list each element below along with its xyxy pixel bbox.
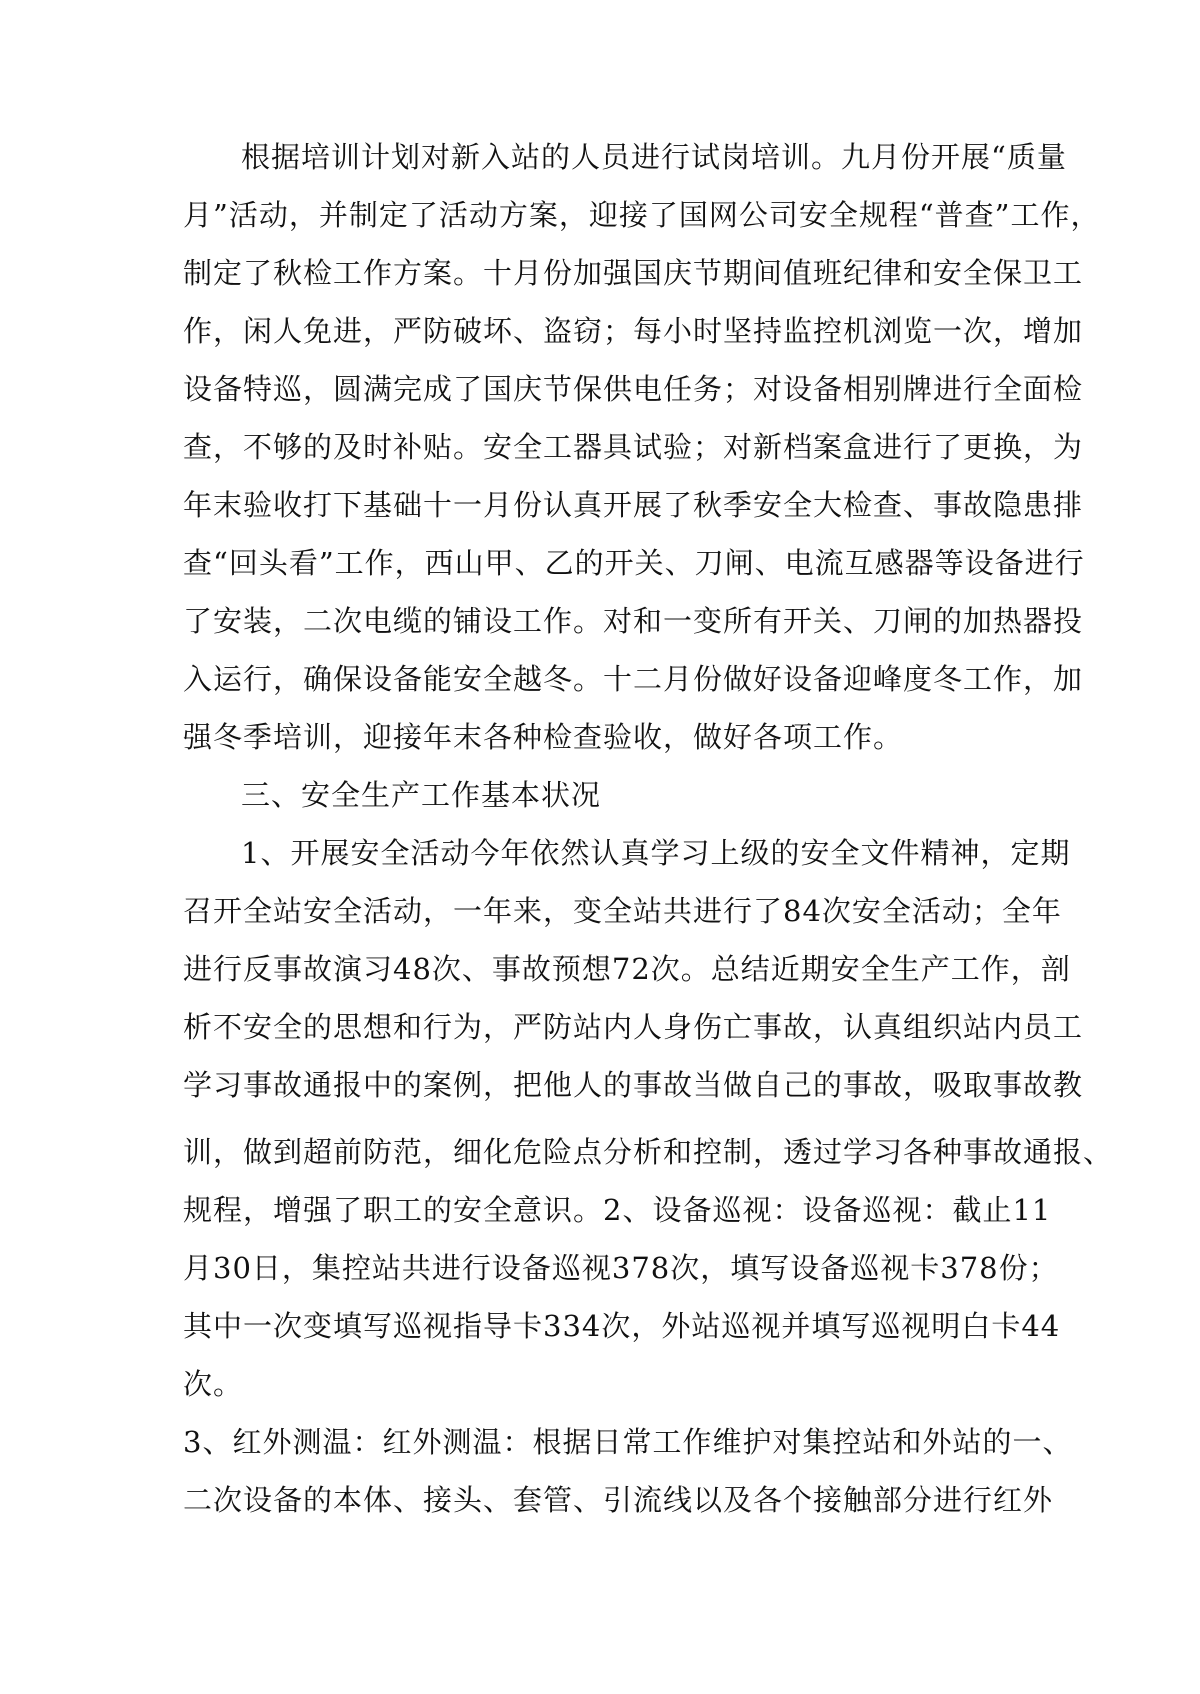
text-line: 次。 (183, 1367, 244, 1401)
text-line: 召开全站安全活动，一年来，变全站共进行了84次安全活动；全年 (183, 894, 1062, 928)
text-line: 规程，增强了职工的安全意识。2、设备巡视：设备巡视：截止11 (183, 1193, 1052, 1227)
text-line: 月30日，集控站共进行设备巡视378次，填写设备巡视卡378份； (183, 1251, 1059, 1285)
text-line: 制定了秋检工作方案。十月份加强国庆节期间值班纪律和安全保卫工 (183, 256, 1084, 290)
text-line: 查，不够的及时补贴。安全工器具试验；对新档案盒进行了更换，为 (183, 430, 1084, 464)
text-line: 1、开展安全活动今年依然认真学习上级的安全文件精神，定期 (241, 836, 1071, 870)
text-line: 进行反事故演习48次、事故预想72次。总结近期安全生产工作，剖 (183, 952, 1071, 986)
text-line: 年末验收打下基础十一月份认真开展了秋季安全大检查、事故隐患排 (183, 488, 1084, 522)
text-line: 3、红外测温：红外测温：根据日常工作维护对集控站和外站的一、 (183, 1425, 1073, 1459)
text-line: 查“回头看”工作，西山甲、乙的开关、刀闸、电流互感器等设备进行 (183, 546, 1085, 580)
text-line: 作，闲人免进，严防破坏、盗窃；每小时坚持监控机浏览一次，增加 (183, 314, 1084, 348)
text-line: 了安装，二次电缆的铺设工作。对和一变所有开关、刀闸的加热器投 (183, 604, 1084, 638)
text-line: 月”活动，并制定了活动方案，迎接了国网公司安全规程“普查”工作， (183, 198, 1101, 232)
text-line: 训，做到超前防范，细化危险点分析和控制，透过学习各种事故通报、 (183, 1135, 1114, 1169)
text-line: 设备特巡，圆满完成了国庆节保供电任务；对设备相别牌进行全面检 (183, 372, 1084, 406)
text-line: 析不安全的思想和行为，严防站内人身伤亡事故，认真组织站内员工 (183, 1010, 1084, 1044)
text-line: 学习事故通报中的案例，把他人的事故当做自己的事故，吸取事故教 (183, 1068, 1084, 1102)
text-line: 二次设备的本体、接头、套管、引流线以及各个接触部分进行红外 (183, 1483, 1054, 1517)
text-line: 根据培训计划对新入站的人员进行试岗培训。九月份开展“质量 (241, 140, 1067, 174)
text-line: 入运行，确保设备能安全越冬。十二月份做好设备迎峰度冬工作，加 (183, 662, 1084, 696)
text-line: 强冬季培训，迎接年末各种检查验收，做好各项工作。 (183, 720, 904, 754)
text-line: 其中一次变填写巡视指导卡334次，外站巡视并填写巡视明白卡44 (183, 1309, 1061, 1343)
section-heading: 三、安全生产工作基本状况 (241, 778, 602, 812)
